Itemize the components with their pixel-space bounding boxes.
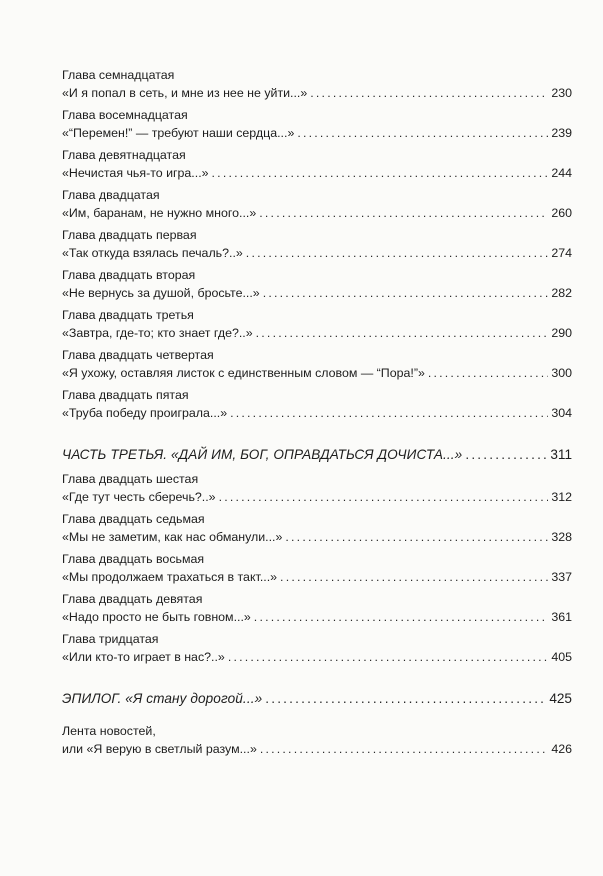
page-number: 282 [551,286,572,300]
page-number: 239 [551,126,572,140]
toc-entry-ch22 [62,266,572,302]
page-number: 274 [551,246,572,260]
chapter-title-line [62,488,572,506]
part-title-line [62,446,572,464]
chapter-title-line [62,364,572,382]
page-number: 425 [549,691,572,706]
chapter-title: «Или кто-то играет в нас?..» [62,650,225,664]
chapter-title-line [62,324,572,342]
part-title: ЧАСТЬ ТРЕТЬЯ. «ДАЙ ИМ, БОГ, ОПРАВДАТЬСЯ ДОЧИСТА...» [62,447,463,462]
epilog-title: ЭПИЛОГ. «Я стану дорогой...» [62,691,263,706]
toc-entry-ch24 [62,346,572,382]
chapter-title-line [62,244,572,262]
dot-leader [260,740,548,758]
chapter-title-line [62,608,572,626]
dot-leader [228,648,548,666]
chapter-title-line [62,164,572,182]
dot-leader [465,446,547,464]
chapter-title: «Не вернусь за душой, бросьте...» [62,286,260,300]
page-number: 260 [551,206,572,220]
toc-entry-news [62,722,572,758]
toc-entry-ch30 [62,630,572,666]
chapter-label: Глава двадцать четвертая [62,348,214,362]
dot-leader [254,608,549,626]
dot-leader [263,284,549,302]
dot-leader [297,124,548,142]
toc-entry-ch21 [62,226,572,262]
chapter-title-line [62,528,572,546]
chapter-label: Глава двадцать первая [62,228,197,242]
table-of-contents [62,66,572,758]
dot-leader [256,324,549,342]
dot-leader [212,164,549,182]
chapter-title: «Завтра, где-то; кто знает где?..» [62,326,253,340]
chapter-label: Глава семнадцатая [62,68,175,82]
dot-leader [259,204,548,222]
chapter-title-line [62,204,572,222]
toc-entry-ch18 [62,106,572,142]
page-number: 426 [551,742,572,756]
chapter-label: Глава девятнадцатая [62,148,186,162]
toc-entry-ch20 [62,186,572,222]
dot-leader [219,488,549,506]
page-number: 290 [551,326,572,340]
chapter-title: «Труба победу проиграла...» [62,406,228,420]
chapter-title-line [62,568,572,586]
news-label: Лента новостей, [62,724,156,738]
page-number: 311 [550,447,572,462]
toc-entry-ch19 [62,146,572,182]
chapter-label: Глава двадцать седьмая [62,512,205,526]
page-number: 244 [551,166,572,180]
page-number: 405 [551,650,572,664]
chapter-label: Глава тридцатая [62,632,159,646]
toc-epilog [62,690,572,708]
chapter-label: Глава восемнадцатая [62,108,188,122]
chapter-title: «Мы не заметим, как нас обманули...» [62,530,283,544]
dot-leader [285,528,548,546]
toc-entry-ch29 [62,590,572,626]
chapter-label: Глава двадцатая [62,188,160,202]
chapter-title-line [62,284,572,302]
chapter-label: Глава двадцать третья [62,308,194,322]
chapter-title: «Где тут честь сберечь?..» [62,490,216,504]
chapter-label: Глава двадцать вторая [62,268,196,282]
epilog-title-line [62,690,572,708]
news-title: или «Я верую в светлый разум...» [62,742,257,756]
chapter-title: «И я попал в сеть, и мне из нее не уйти...» [62,86,308,100]
dot-leader [428,364,548,382]
dot-leader [310,84,548,102]
toc-entry-ch17 [62,66,572,102]
chapter-title: «Надо просто не быть говном...» [62,610,251,624]
toc-part-three [62,446,572,464]
chapter-title: «Им, баранам, не нужно много...» [62,206,257,220]
chapter-title-line [62,404,572,422]
news-title-line [62,740,572,758]
page-number: 300 [551,366,572,380]
toc-entry-ch25 [62,386,572,422]
chapter-title-line [62,648,572,666]
chapter-title-line [62,124,572,142]
toc-entry-ch28 [62,550,572,586]
page-number: 337 [551,570,572,584]
toc-entry-ch26 [62,470,572,506]
dot-leader [265,690,546,708]
chapter-label: Глава двадцать девятая [62,592,203,606]
chapter-label: Глава двадцать пятая [62,388,189,402]
chapter-title: «Мы продолжаем трахаться в такт...» [62,570,278,584]
page-number: 304 [551,406,572,420]
chapter-title-line [62,84,572,102]
chapter-label: Глава двадцать восьмая [62,552,205,566]
page-number: 361 [551,610,572,624]
page-number: 230 [551,86,572,100]
toc-entry-ch27 [62,510,572,546]
dot-leader [230,404,548,422]
chapter-title: «Так откуда взялась печаль?..» [62,246,243,260]
chapter-title: «Я ухожу, оставляя листок с единственным словом — “Пора!”» [62,366,425,380]
page-number: 312 [551,490,572,504]
chapter-title: «Нечистая чья-то игра...» [62,166,209,180]
chapter-label: Глава двадцать шестая [62,472,199,486]
dot-leader [280,568,548,586]
chapter-title: «“Перемен!” — требуют наши сердца...» [62,126,295,140]
page-number: 328 [551,530,572,544]
dot-leader [246,244,549,262]
toc-entry-ch23 [62,306,572,342]
